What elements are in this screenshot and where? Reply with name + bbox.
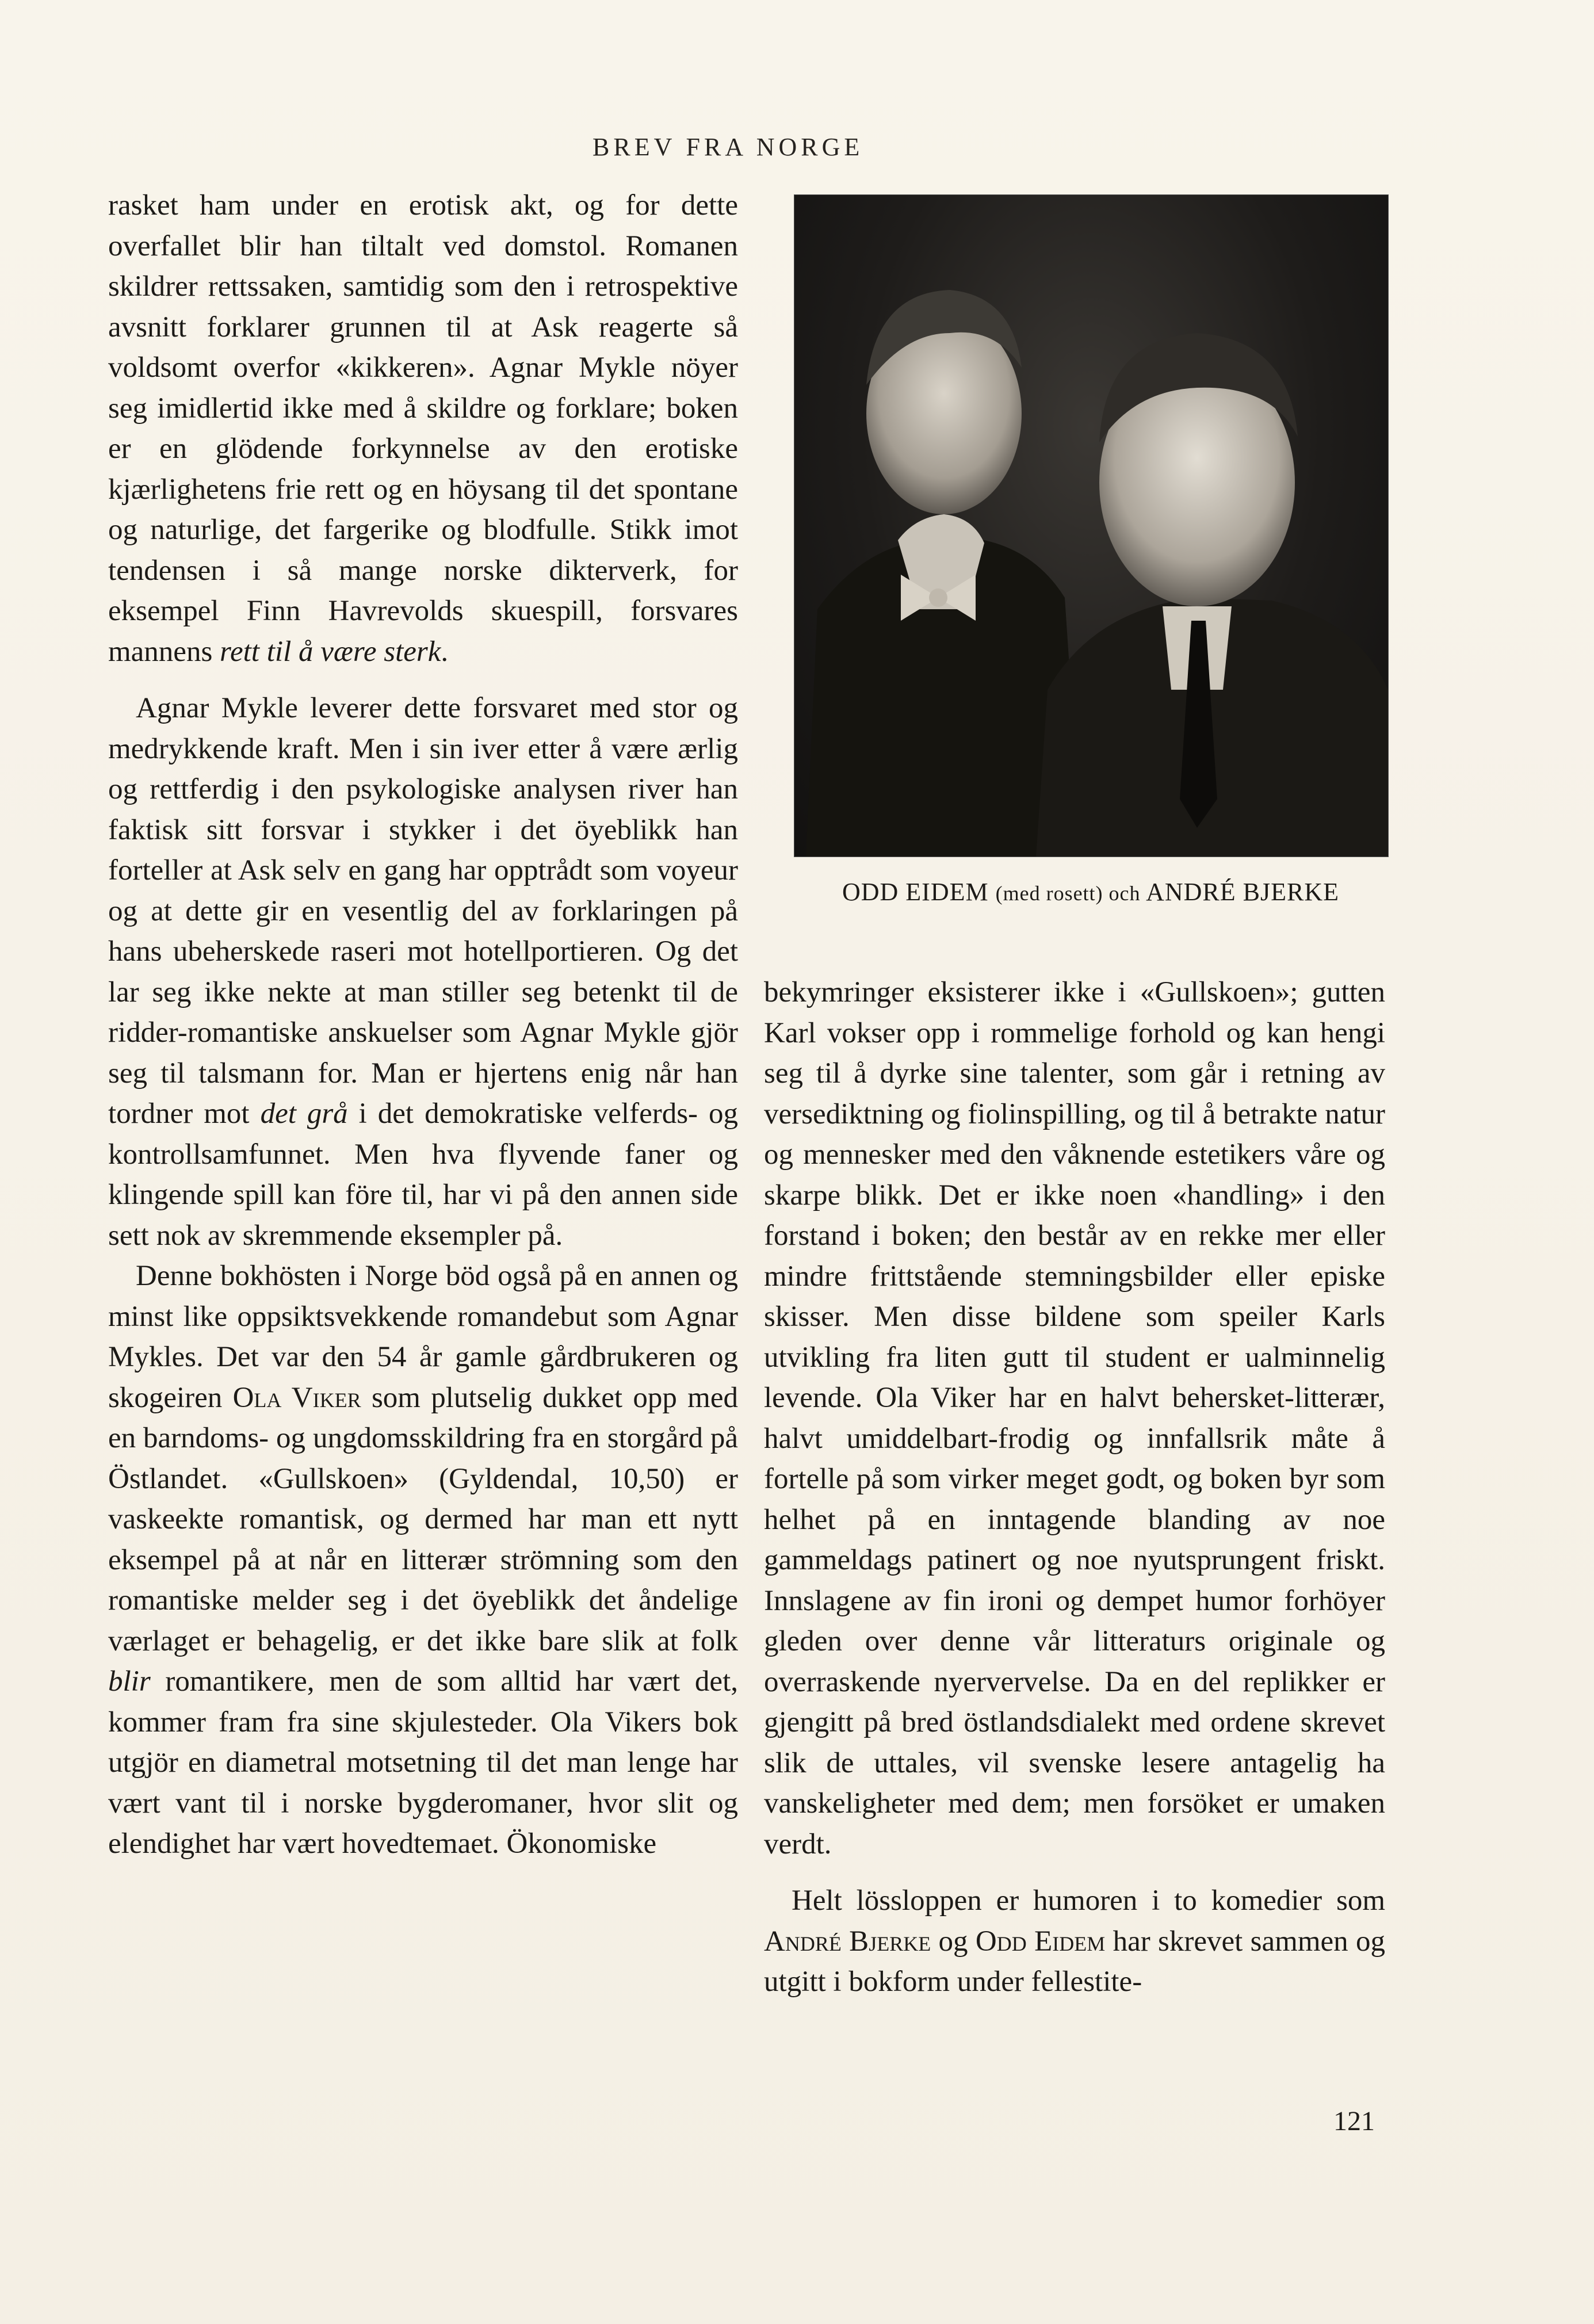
- left-column: [108, 185, 738, 1864]
- portrait-photo: [794, 194, 1389, 857]
- paragraph: bekymringer eksisterer ikke i «Gullskoen»; gutten Karl vokser opp i rommelige forhold og kan hengi seg til å dyrke sine talenter, som går i retning av versediktning og fiolinspilling, og til å betrakte natur og mennesker med den våknende estetikers våre og skarpe blikk. Det er ikke noen «handling» i den forstand i boken; den består av en rekke mer eller mindre frittstående stemningsbilder eller episke skisser. Men disse bildene som speiler Karls utvikling fra liten gutt til student er ualminnelig levende. Ola Viker har en halvt behersket-litterær, halvt umiddelbart-frodig og innfallsrik måte å fortelle på som virker meget godt, og boken byr som helhet på en inntagende blanding av noe gammeldags patinert og noe nyutsprungent friskt. Innslagene av fin ironi og dempet humor forhöyer gleden over denne vår litteraturs originale og overraskende nyervervelse. Da en del replikker er gjengitt på bred östlandsdialekt med ordene skrevet slik de uttales, vil svenske lesere antagelig ha vanskeligheter med dem; men forsöket er umaken verdt.: [764, 976, 1385, 1860]
- paragraph: Agnar Mykle leverer dette forsvaret med stor og medrykkende kraft. Men i sin iver etter å være ærlig og rettferdig i den psykologiske analysen river han faktisk sitt forsvar i stykker i det öyeblikk han forteller at Ask selv en gang har opptrådt som voyeur og at dette gir en vesentlig del av forklaringen på hans ubeherskede raseri mot hotellportieren. Og det lar seg ikke nekte at man stiller seg betenkt til de ridder-romantiske anskuelser som Agnar Mykle gjör seg til talsmann for. Man er hjertens enig når han tordner mot det grå i det demokratiske velferds- og kontrollsamfunnet. Men hva flyvende faner og klingende spill kan före til, har vi på den annen side sett nok av skremmende eksempler på.: [108, 692, 738, 1252]
- caption-name: ANDRÉ BJERKE: [1146, 878, 1340, 906]
- caption-name: ODD EIDEM: [842, 878, 989, 906]
- caption-note: (med rosett) och: [995, 882, 1141, 905]
- right-column: [764, 972, 1385, 2002]
- paragraph: Denne bokhösten i Norge böd også på en annen og minst like oppsiktsvekkende romandebut som Agnar Mykles. Det var den 54 år gamle gårdbrukeren og skogeiren Ola Viker som plutselig dukket opp med en barndoms- og ungdomsskildring fra en storgård på Östlandet. «Gullskoen» (Gyldendal, 10,50) er vaskeekte romantisk, og dermed har man ett nytt eksempel på at når en litterær strömning som den romantiske melder seg i det öyeblikk det åndelige værlaget er behagelig, er det ikke bare slik at folk blir romantikere, men de som alltid har vært det, kommer fram fra sine skjulesteder. Ola Vikers bok utgjör en diametral motsetning til det man lenge har vært vant til i norske bygderomaner, hvor slit og elendighet har vært hovedtemaet. Ökonomiske: [108, 1260, 738, 1860]
- running-head: BREV FRA NORGE: [593, 133, 864, 161]
- page-number: 121: [1333, 2106, 1375, 2136]
- paragraph: rasket ham under en erotisk akt, og for dette overfallet blir han tiltalt ved domstol. Romanen skildrer rettssaken, samtidig som den i retrospektive avsnitt forklarer grunnen til at Ask reagerte så voldsomt overfor «kikkeren». Agnar Mykle nöyer seg imidlertid ikke med å skildre og forklare; boken er en glödende forkynnelse av den erotiske kjærlighetens frie rett og en höysang til det spontane og naturlige, det fargerike og blodfulle. Stikk imot tendensen i så mange norske dikterverk, for eksempel Finn Havrevolds skuespill, forsvares mannens rett til å være sterk.: [108, 189, 738, 668]
- photo-caption: [794, 877, 1387, 907]
- paragraph: Helt lössloppen er humoren i to komedier som André Bjerke og Odd Eidem har skrevet sammen og utgitt i bokform under fellestite-: [764, 1885, 1385, 1998]
- portrait-illustration: [794, 195, 1388, 857]
